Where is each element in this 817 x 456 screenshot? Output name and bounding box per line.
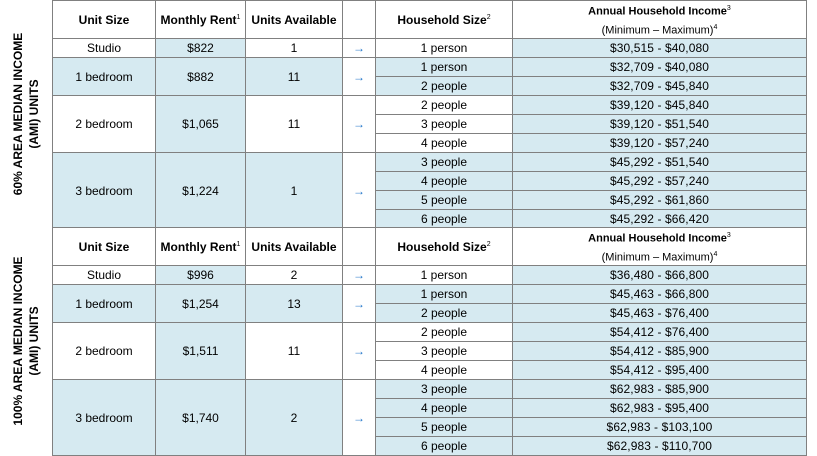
header-row [53, 1, 807, 39]
arrow-right-icon: → [343, 266, 376, 285]
header-household-size: Household Size$^2$ [376, 228, 513, 266]
header-unit-size: Unit Size [53, 1, 156, 39]
income-range-cell: $62,983 - $95,400 [513, 399, 807, 418]
header-units-available: Units Available [246, 228, 343, 266]
income-range-cell: $45,292 - $51,540 [513, 153, 807, 172]
arrow-right-icon: → [343, 58, 376, 96]
header-arrow-spacer [343, 1, 376, 39]
household-size-cell: 1 person [376, 58, 513, 77]
header-monthly-rent: Monthly Rent$^1$ [156, 228, 246, 266]
income-range-cell: $39,120 - $45,840 [513, 96, 807, 115]
unit-size-cell: 3 bedroom [53, 380, 156, 456]
household-size-cell: 5 people [376, 191, 513, 210]
household-size-cell: 4 people [376, 399, 513, 418]
arrow-right-icon: → [343, 39, 376, 58]
household-size-cell: 2 people [376, 96, 513, 115]
units-available-cell: 13 [246, 285, 343, 323]
income-range-cell: $30,515 - $40,080 [513, 39, 807, 58]
household-size-cell: 1 person [376, 39, 513, 58]
household-size-cell: 1 person [376, 285, 513, 304]
household-size-cell: 4 people [376, 361, 513, 380]
units-available-cell: 11 [246, 323, 343, 380]
section-label-1 [0, 227, 53, 454]
units-available-cell: 1 [246, 153, 343, 229]
arrow-right-icon: → [343, 380, 376, 456]
income-range-cell: $32,709 - $45,840 [513, 77, 807, 96]
income-range-cell: $36,480 - $66,800 [513, 266, 807, 285]
unit-size-cell: 1 bedroom [53, 58, 156, 96]
unit-size-cell: 1 bedroom [53, 285, 156, 323]
unit-table-0 [52, 0, 807, 229]
household-size-cell: 6 people [376, 210, 513, 229]
table-row [53, 323, 807, 342]
units-available-cell: 1 [246, 39, 343, 58]
unit-size-cell: 3 bedroom [53, 153, 156, 229]
units-available-cell: 2 [246, 380, 343, 456]
household-size-cell: 2 people [376, 323, 513, 342]
header-unit-size: Unit Size [53, 228, 156, 266]
household-size-cell: 2 people [376, 304, 513, 323]
household-size-cell: 4 people [376, 172, 513, 191]
income-range-cell: $32,709 - $40,080 [513, 58, 807, 77]
household-size-cell: 2 people [376, 77, 513, 96]
monthly-rent-cell: $1,511 [156, 323, 246, 380]
income-range-cell: $62,983 - $85,900 [513, 380, 807, 399]
header-annual-income: Annual Household Income$^3$ (Minimum – Maximum)$^4$ [513, 228, 807, 266]
section-label-line2: (AMI) UNITS [27, 78, 41, 149]
header-arrow-spacer [343, 228, 376, 266]
unit-size-cell: 2 bedroom [53, 96, 156, 153]
unit-size-cell: Studio [53, 266, 156, 285]
household-size-cell: 3 people [376, 342, 513, 361]
section-label-line1: 60% AREA MEDIAN INCOME [11, 32, 25, 195]
ami-section-1 [0, 227, 817, 454]
table-row [53, 380, 807, 399]
header-annual-income: Annual Household Income$^3$ (Minimum – Maximum)$^4$ [513, 1, 807, 39]
household-size-cell: 6 people [376, 437, 513, 456]
arrow-right-icon: → [343, 285, 376, 323]
monthly-rent-cell: $822 [156, 39, 246, 58]
unit-table-1 [52, 227, 807, 456]
income-range-cell: $45,292 - $57,240 [513, 172, 807, 191]
monthly-rent-cell: $1,224 [156, 153, 246, 229]
table-row [53, 153, 807, 172]
header-row [53, 228, 807, 266]
monthly-rent-cell: $1,254 [156, 285, 246, 323]
units-available-cell: 2 [246, 266, 343, 285]
income-range-cell: $54,412 - $76,400 [513, 323, 807, 342]
income-range-cell: $54,412 - $85,900 [513, 342, 807, 361]
income-range-cell: $62,983 - $103,100 [513, 418, 807, 437]
household-size-cell: 1 person [376, 266, 513, 285]
monthly-rent-cell: $996 [156, 266, 246, 285]
income-range-cell: $45,292 - $66,420 [513, 210, 807, 229]
income-range-cell: $39,120 - $57,240 [513, 134, 807, 153]
household-size-cell: 4 people [376, 134, 513, 153]
household-size-cell: 3 people [376, 380, 513, 399]
household-size-cell: 3 people [376, 153, 513, 172]
income-range-cell: $45,463 - $66,800 [513, 285, 807, 304]
unit-size-cell: Studio [53, 39, 156, 58]
units-available-cell: 11 [246, 96, 343, 153]
household-size-cell: 3 people [376, 115, 513, 134]
income-range-cell: $62,983 - $110,700 [513, 437, 807, 456]
units-available-cell: 11 [246, 58, 343, 96]
ami-section-0 [0, 0, 817, 227]
unit-size-cell: 2 bedroom [53, 323, 156, 380]
household-size-cell: 5 people [376, 418, 513, 437]
table-row [53, 96, 807, 115]
header-units-available: Units Available [246, 1, 343, 39]
header-monthly-rent: Monthly Rent$^1$ [156, 1, 246, 39]
income-range-cell: $45,292 - $61,860 [513, 191, 807, 210]
arrow-right-icon: → [343, 153, 376, 229]
section-label-0 [0, 0, 53, 227]
monthly-rent-cell: $1,065 [156, 96, 246, 153]
monthly-rent-cell: $882 [156, 58, 246, 96]
monthly-rent-cell: $1,740 [156, 380, 246, 456]
section-label-line2: (AMI) UNITS [27, 305, 41, 376]
income-range-cell: $39,120 - $51,540 [513, 115, 807, 134]
table-row [53, 58, 807, 77]
table-row [53, 266, 807, 285]
header-household-size: Household Size$^2$ [376, 1, 513, 39]
arrow-right-icon: → [343, 323, 376, 380]
income-range-cell: $54,412 - $95,400 [513, 361, 807, 380]
section-label-line1: 100% AREA MEDIAN INCOME [11, 255, 25, 426]
table-row [53, 285, 807, 304]
table-row [53, 39, 807, 58]
income-range-cell: $45,463 - $76,400 [513, 304, 807, 323]
arrow-right-icon: → [343, 96, 376, 153]
